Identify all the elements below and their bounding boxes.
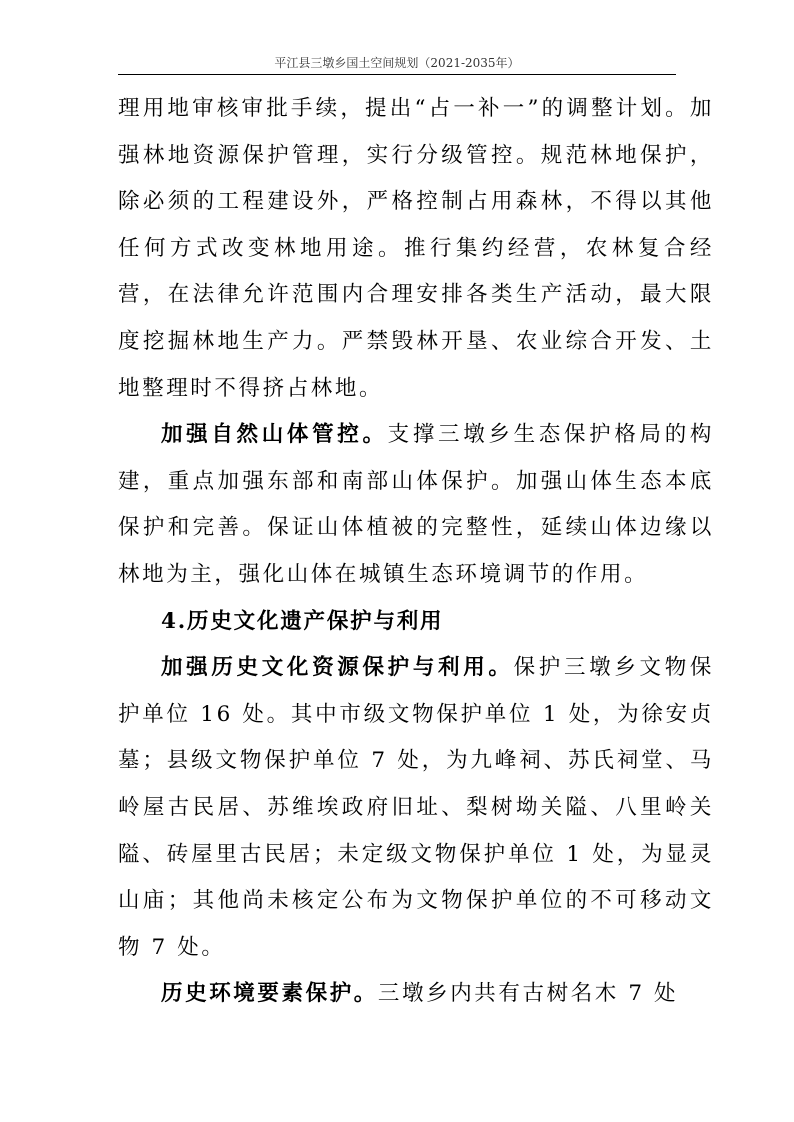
paragraph-historic-environment bbox=[118, 971, 714, 1018]
running-header: 平江县三墩乡国土空间规划（2021-2035年） bbox=[274, 56, 520, 70]
header-rule bbox=[118, 74, 676, 75]
paragraph-lead: 加强自然山体管控。 bbox=[161, 422, 388, 448]
paragraph-lead: 加强历史文化资源保护与利用。 bbox=[161, 655, 514, 681]
paragraph-forest-protection: 理用地审核审批手续，提出“占一补一”的调整计划。加强林地资源保护管理，实行分级管控。规范林地保护，除必须的工程建设外，严格控制占用森林，不得以其他任何方式改变林地用途。推行集约经营，农林复合经营，在法律允许范围内合理安排各类生产活动，最大限度挖掘林地生产力。严禁毁林开垦、农业综合开发、土地整理时不得挤占林地。 bbox=[118, 96, 714, 401]
paragraph-lead: 历史环境要素保护。 bbox=[161, 981, 378, 1007]
paragraph-text: 三墩乡内共有古树名木 7 处 bbox=[377, 981, 679, 1007]
section-heading: 4.历史文化遗产保护与利用 bbox=[161, 608, 444, 634]
document-body bbox=[118, 86, 714, 1018]
paragraph-text: 保护三墩乡文物保护单位 16 处。其中市级文物保护单位 1 处，为徐安贞墓；县级文物保护单位 7 处，为九峰祠、苏氏祠堂、马岭屋古民居、苏维埃政府旧址、梨树坳关隘、八里岭关隘、砖屋里古民居；未定级文物保护单位 1 处，为显灵山庙；其他尚未核定公布为文物保护单位的不可移动文物 7 处。 bbox=[118, 655, 714, 960]
paragraph-text: 支撑三墩乡生态保护格局的构建，重点加强东部和南部山体保护。加强山体生态本底保护和完善。保证山体植被的完整性，延续山体边缘以林地为主，强化山体在城镇生态环境调节的作用。 bbox=[118, 422, 714, 587]
paragraph-heritage-resources bbox=[118, 645, 714, 971]
paragraph-mountain-control bbox=[118, 412, 714, 598]
